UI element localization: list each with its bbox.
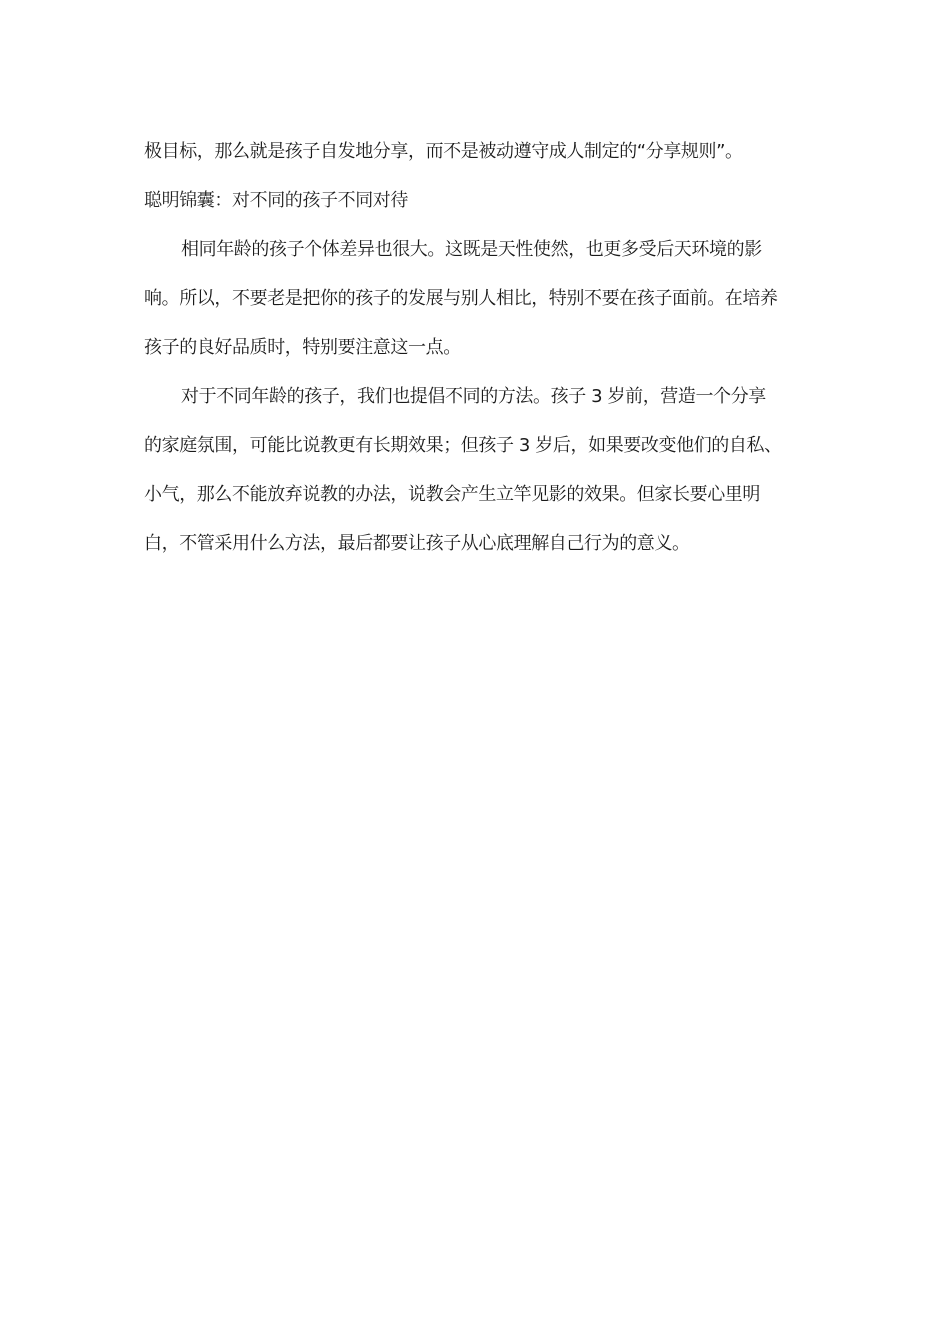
paragraph-1-line-3: 孩子的良好品质时，特别要注意这一点。 [144, 337, 461, 358]
paragraph-1-line-1: 相同年龄的孩子个体差异也很大。这既是天性使然，也更多受后天环境的影 [181, 239, 762, 260]
section-heading: 聪明锦囊：对不同的孩子不同对待 [144, 190, 408, 211]
paragraph-2-line-3: 小气，那么不能放弃说教的办法，说教会产生立竿见影的效果。但家长要心里明 [144, 484, 760, 505]
paragraph-2-line-4: 白，不管采用什么方法，最后都要让孩子从心底理解自己行为的意义。 [144, 533, 690, 554]
paragraph-2-line-1: 对于不同年龄的孩子，我们也提倡不同的方法。孩子 3 岁前，营造一个分享 [181, 386, 766, 407]
document-body [144, 127, 810, 568]
paragraph-1-line-2: 响。所以，不要老是把你的孩子的发展与别人相比，特别不要在孩子面前。在培养 [144, 288, 778, 309]
paragraph-fragment-line: 极目标，那么就是孩子自发地分享，而不是被动遵守成人制定的“分享规则”。 [144, 141, 743, 162]
paragraph-2-line-2: 的家庭氛围，可能比说教更有长期效果；但孩子 3 岁后，如果要改变他们的自私、 [144, 435, 782, 456]
paragraph-2 [144, 372, 810, 568]
paragraph-1 [144, 225, 810, 372]
